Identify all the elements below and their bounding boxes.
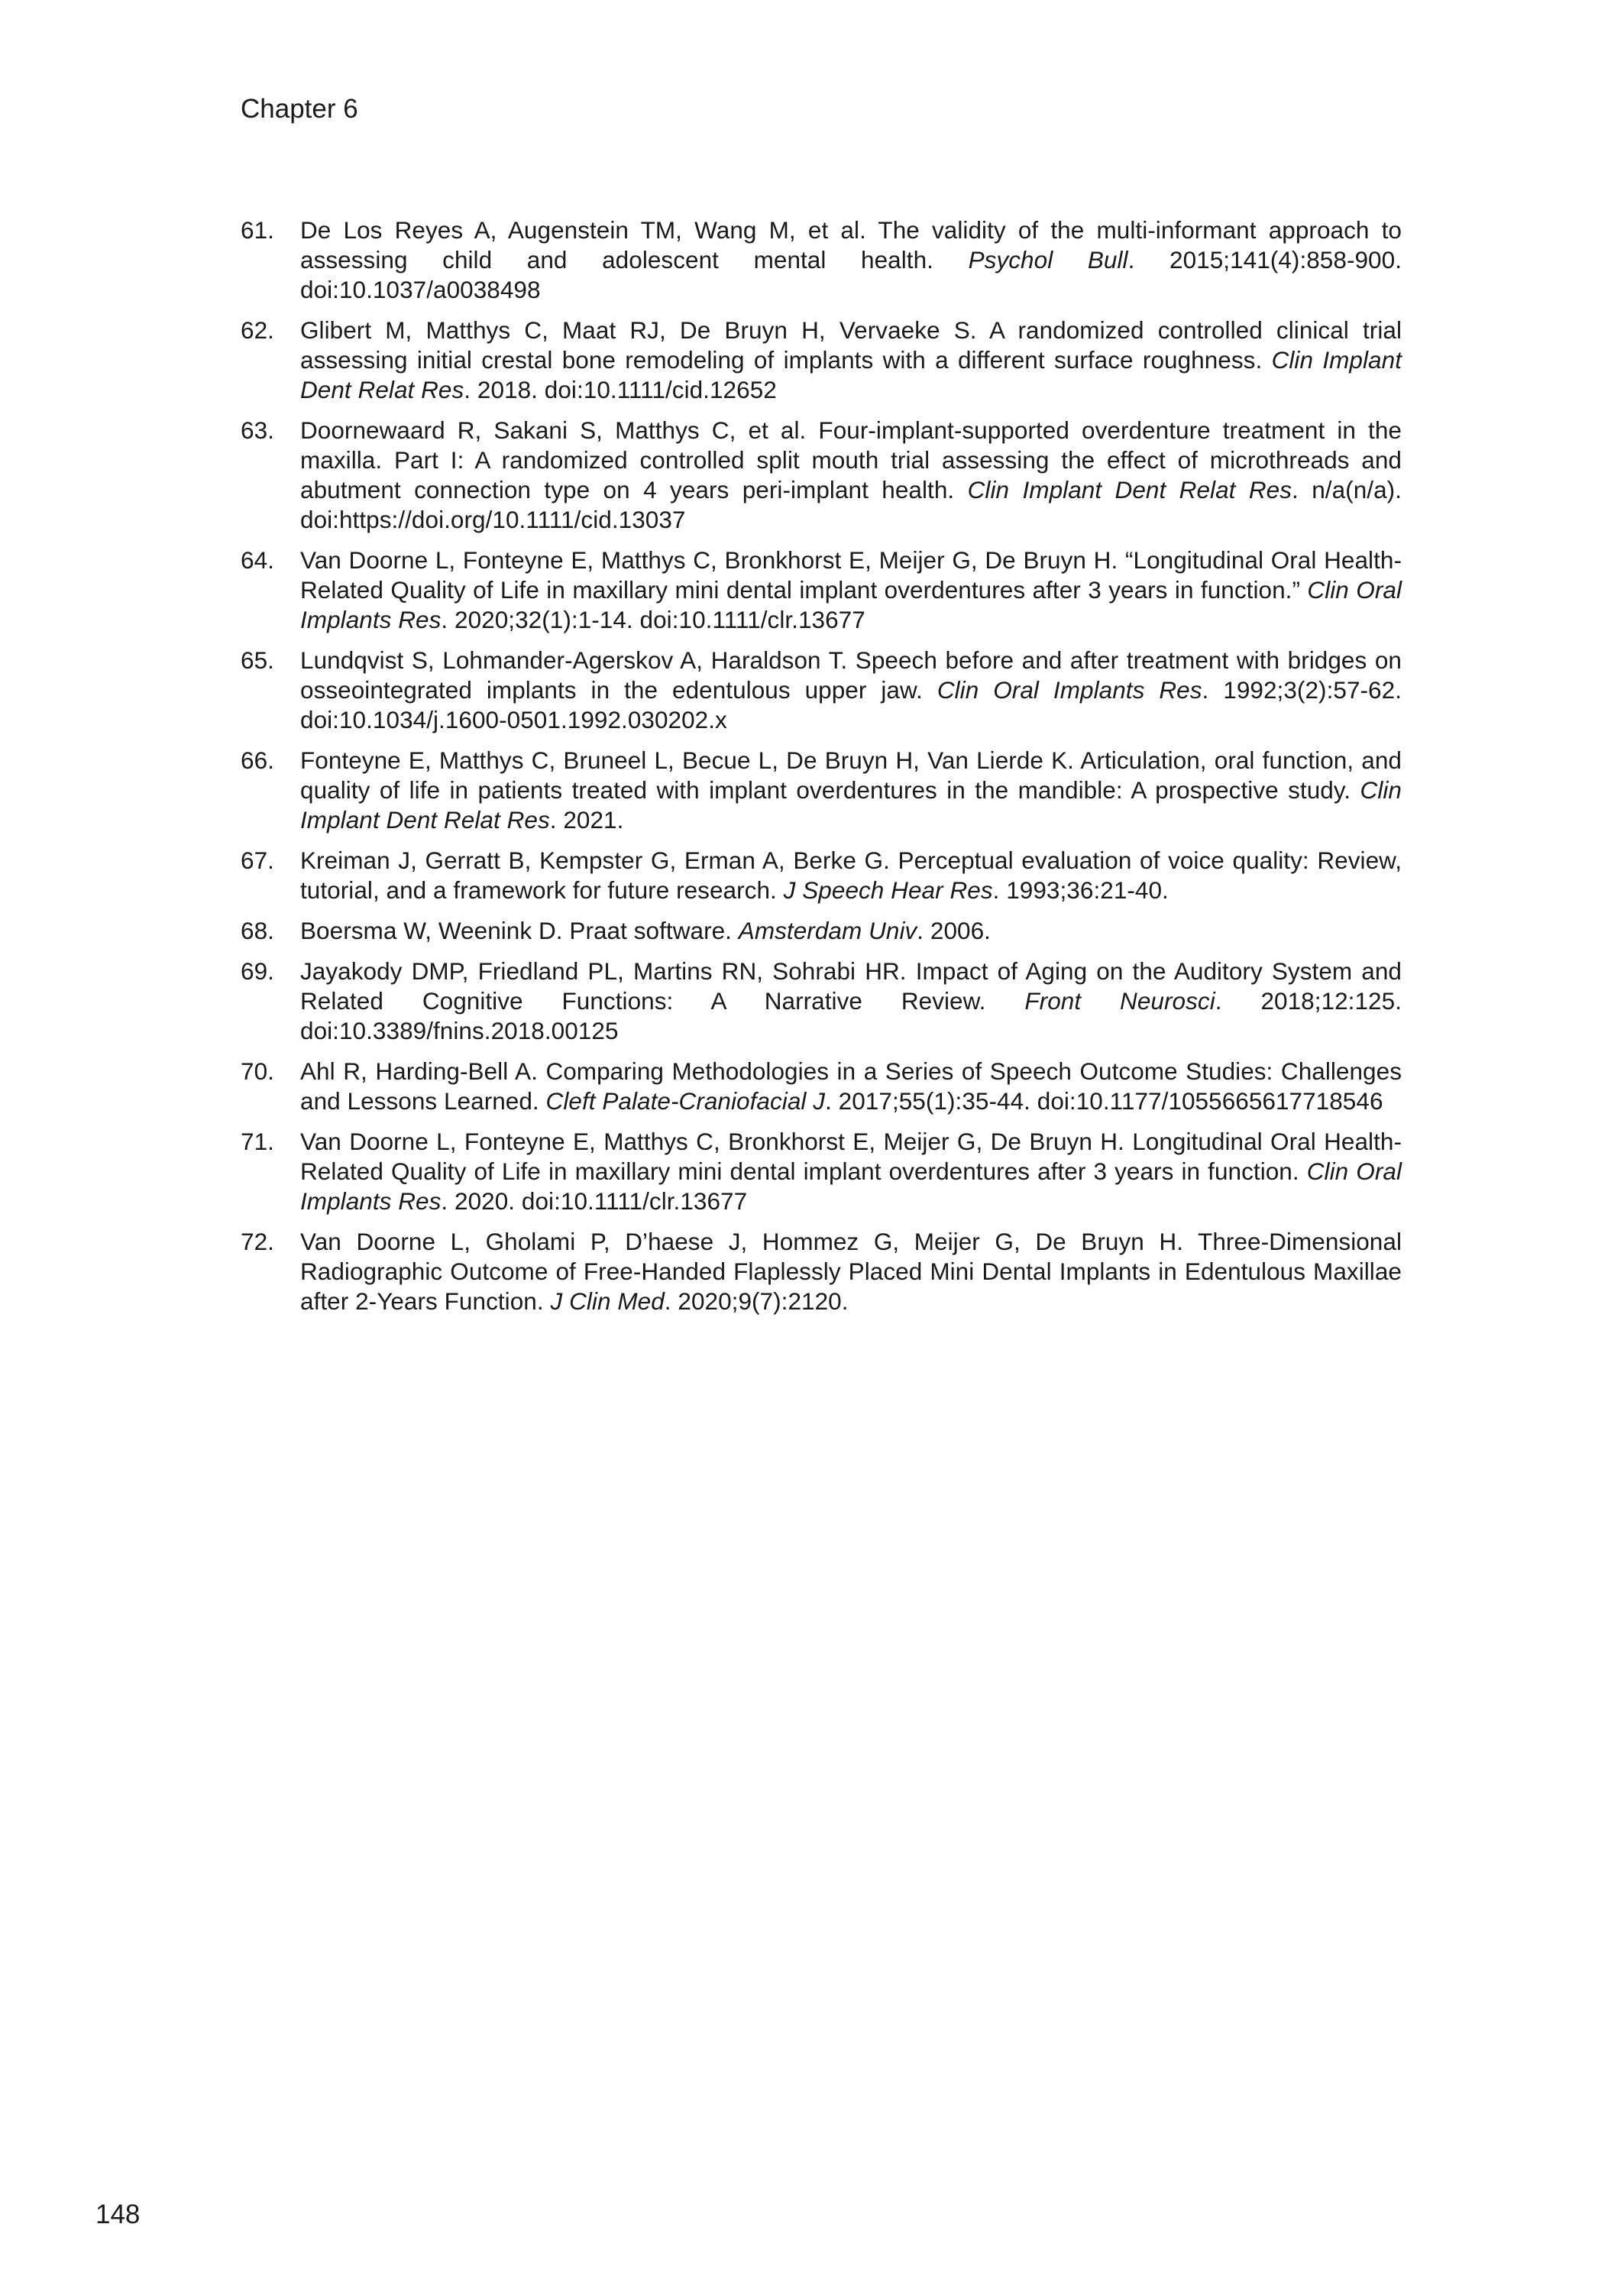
journal-name: Clin Oral Implants Res [300,576,1402,633]
reference-number: 69. [241,957,274,985]
reference-number: 63. [241,416,274,444]
reference-item [241,215,1402,305]
journal-name: Amsterdam Univ [738,917,917,944]
journal-name: Clin Implant Dent Relat Res [967,476,1292,503]
reference-number: 67. [241,847,274,874]
journal-name: J Clin Med [550,1287,665,1315]
reference-number: 71. [241,1128,274,1155]
reference-text: Fonteyne E, Matthys C, Bruneel L, Becue L, De Bruyn H, Van Lierde K. Articulation, oral function, and quality of life in patients treated with implant overdentures in the mandible: A prospective study. Clin Implant Dent Relat Res. 2021. [300,746,1402,834]
reference-text: De Los Reyes A, Augenstein TM, Wang M, et al. The validity of the multi-informant approach to assessing child and adolescent mental health. Psychol Bull. 2015;141(4):858-900. doi:10.1037/a0038498 [300,216,1402,303]
reference-number: 62. [241,316,274,344]
reference-text: Glibert M, Matthys C, Maat RJ, De Bruyn H, Vervaeke S. A randomized controlled clinical trial assessing initial crestal bone remodeling of implants with a different surface roughness. Clin Implant Dent Relat Res. 2018. doi:10.1111/cid.12652 [300,316,1402,403]
journal-name: Clin Implant Dent Relat Res [300,776,1402,834]
page-number: 148 [95,2200,141,2229]
journal-name: J Speech Hear Res [783,876,993,904]
journal-name: Psychol Bull [968,246,1128,274]
reference-text: Van Doorne L, Gholami P, D’haese J, Hommez G, Meijer G, De Bruyn H. Three-Dimensional Radiographic Outcome of Free-Handed Flaplessly Placed Mini Dental Implants in Edentulous Maxillae after 2-Years Function. J Clin Med. 2020;9(7):2120. [300,1228,1402,1315]
reference-number: 64. [241,546,274,574]
reference-item [241,1057,1402,1116]
reference-text: Van Doorne L, Fonteyne E, Matthys C, Bronkhorst E, Meijer G, De Bruyn H. Longitudinal Oral Health-Related Quality of Life in maxillary mini dental implant overdentures after 3 years in function. Clin Oral Implants Res. 2020. doi:10.1111/clr.13677 [300,1128,1402,1215]
reference-text: Kreiman J, Gerratt B, Kempster G, Erman A, Berke G. Perceptual evaluation of voice quality: Review, tutorial, and a framework for future research. J Speech Hear Res. 1993;36:21-40. [300,847,1402,904]
reference-text: Jayakody DMP, Friedland PL, Martins RN, Sohrabi HR. Impact of Aging on the Auditory System and Related Cognitive Functions: A Narrative Review. Front Neurosci. 2018;12:125. doi:10.3389/fnins.2018.00125 [300,957,1402,1044]
reference-item [241,746,1402,835]
journal-name: Clin Implant Dent Relat Res [300,346,1402,403]
reference-number: 66. [241,746,274,774]
reference-number: 68. [241,917,274,944]
reference-text: Ahl R, Harding-Bell A. Comparing Methodologies in a Series of Speech Outcome Studies: Challenges and Lessons Learned. Cleft Palate-Craniofacial J. 2017;55(1):35-44. doi:10.1177/1055665617718546 [300,1057,1402,1115]
reference-item [241,646,1402,735]
reference-number: 72. [241,1228,274,1255]
reference-item [241,846,1402,905]
reference-item [241,316,1402,405]
reference-item [241,416,1402,535]
reference-item [241,1227,1402,1316]
chapter-title: Chapter 6 [241,94,358,124]
journal-name: Clin Oral Implants Res [937,676,1202,704]
journal-name: Cleft Palate-Craniofacial J [545,1087,826,1115]
reference-item [241,1127,1402,1216]
reference-text: Lundqvist S, Lohmander-Agerskov A, Haraldson T. Speech before and after treatment with bridges on osseointegrated implants in the edentulous upper jaw. Clin Oral Implants Res. 1992;3(2):57-62. doi:10.1034/j.1600-0501.1992.030202.x [300,646,1402,733]
journal-name: Front Neurosci [1024,987,1215,1015]
reference-text: Van Doorne L, Fonteyne E, Matthys C, Bronkhorst E, Meijer G, De Bruyn H. “Longitudinal Oral Health-Related Quality of Life in maxillary mini dental implant overdentures after 3 years in function.” Clin Oral Implants Res. 2020;32(1):1-14. doi:10.1111/clr.13677 [300,546,1402,633]
reference-number: 70. [241,1057,274,1085]
reference-text: Doornewaard R, Sakani S, Matthys C, et al. Four-implant-supported overdenture treatment in the maxilla. Part I: A randomized controlled split mouth trial assessing the effect of microthreads and abutment connection type on 4 years peri-implant health. Clin Implant Dent Relat Res. n/a(n/a). doi:https://doi.org/10.1111/cid.13037 [300,416,1402,533]
reference-number: 65. [241,646,274,674]
journal-name: Clin Oral Implants Res [300,1157,1402,1215]
reference-list [241,215,1402,1327]
reference-item [241,545,1402,635]
reference-item [241,957,1402,1046]
reference-text: Boersma W, Weenink D. Praat software. Amsterdam Univ. 2006. [300,917,991,944]
reference-item [241,916,1402,946]
reference-number: 61. [241,216,274,244]
